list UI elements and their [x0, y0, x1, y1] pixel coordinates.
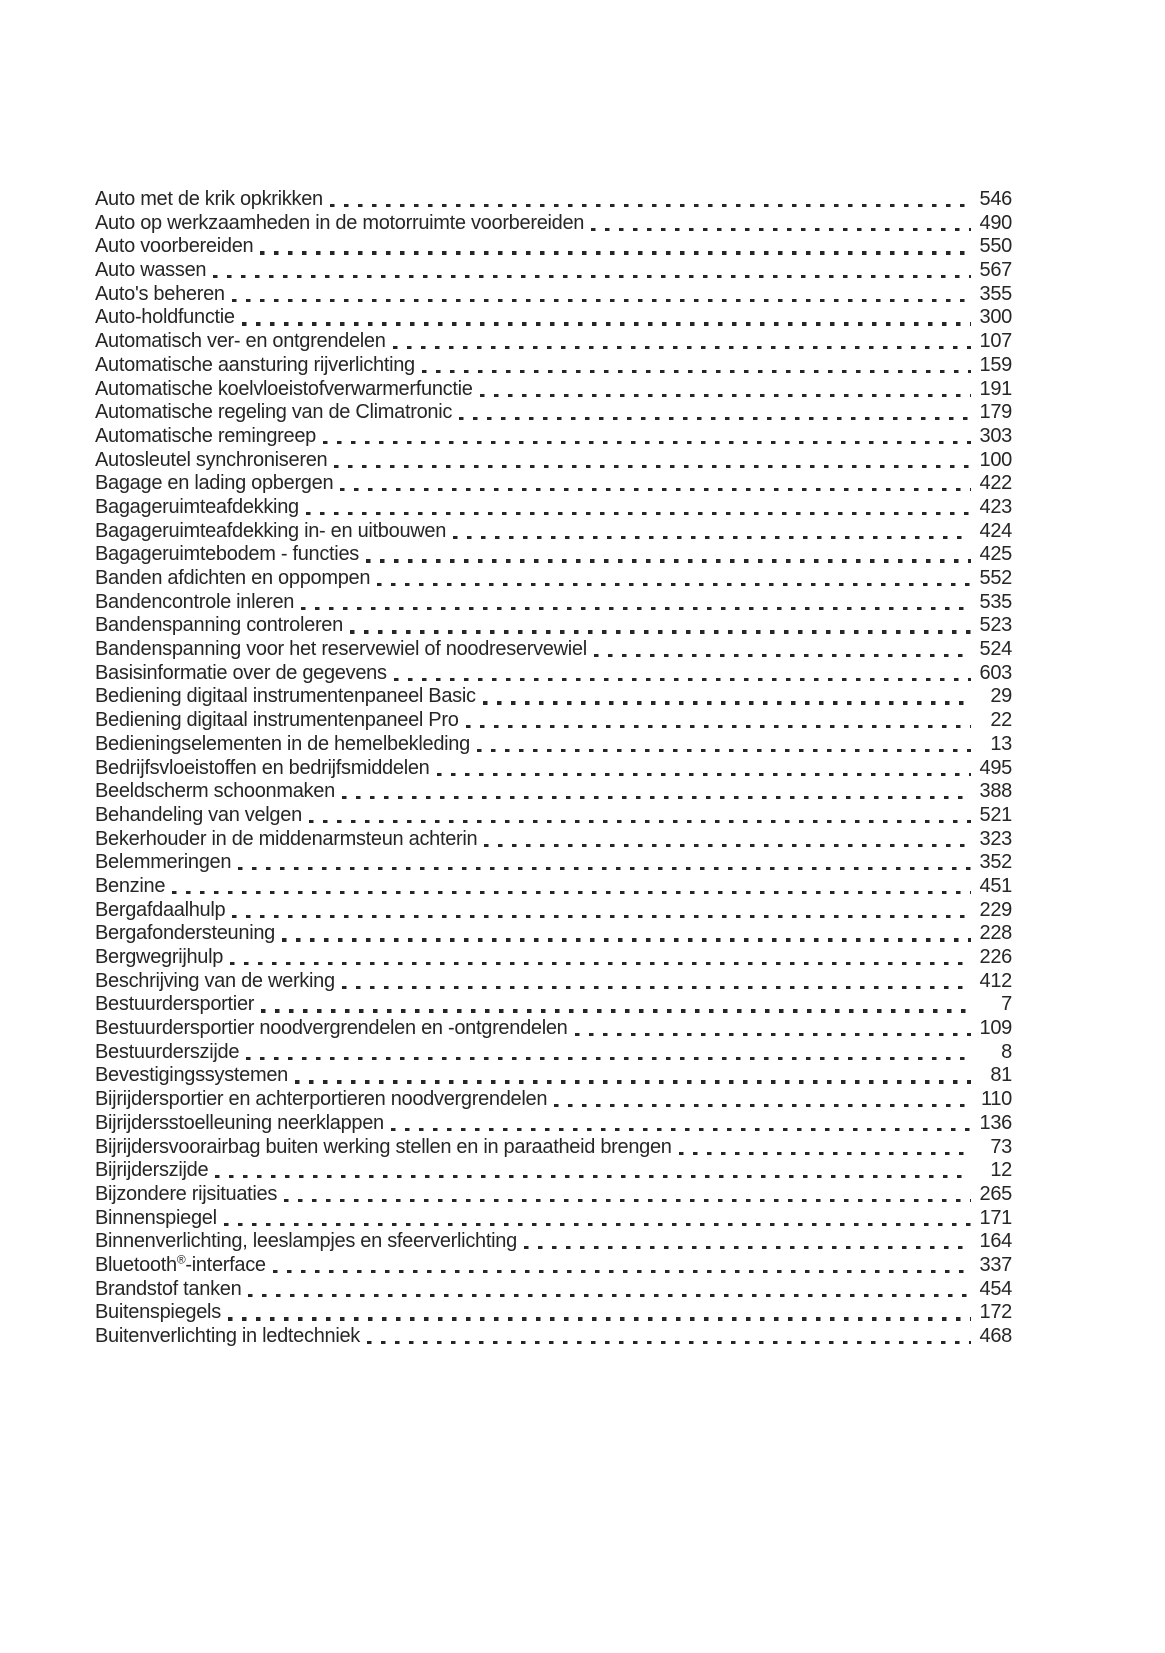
- entry-label: Auto wassen: [95, 259, 207, 282]
- dot-leader: [232, 915, 971, 918]
- index-entry: [95, 401, 1012, 425]
- dot-leader: [367, 1341, 971, 1344]
- entry-label: Bergafondersteuning: [95, 922, 275, 945]
- dot-leader: [230, 962, 971, 965]
- entry-page-number: 164: [979, 1230, 1012, 1253]
- dot-leader: [591, 228, 971, 231]
- index-entry: [95, 804, 1012, 828]
- dot-leader: [466, 725, 971, 728]
- dot-leader: [242, 322, 971, 325]
- dot-leader: [594, 654, 971, 657]
- entry-label: Bijrijdersvoorairbag buiten werking stellen en in paraatheid brengen: [95, 1135, 672, 1158]
- dot-leader: [213, 275, 971, 278]
- entry-label: Beschrijving van de werking: [95, 969, 335, 992]
- entry-label: Bekerhouder in de middenarmsteun achterin: [95, 827, 478, 850]
- entry-label: Basisinformatie over de gegevens: [95, 661, 387, 684]
- dot-leader: [261, 1009, 971, 1012]
- dot-leader: [260, 251, 971, 254]
- entry-page-number: 425: [979, 543, 1012, 566]
- index-entry: [95, 472, 1012, 496]
- index-entry: [95, 1230, 1012, 1254]
- entry-page-number: 412: [979, 969, 1012, 992]
- dot-leader: [282, 938, 971, 941]
- entry-label: Bergwegrijhulp: [95, 946, 224, 968]
- entry-label: Bedieningselementen in de hemelbekleding: [95, 732, 470, 755]
- dot-leader: [393, 346, 971, 349]
- entry-label: Bijrijdersportier en achterportieren noodvergrendelen: [95, 1088, 548, 1111]
- entry-label: Auto met de krik opkrikken: [95, 188, 323, 210]
- entry-page-number: 226: [979, 946, 1012, 968]
- entry-label: Bijrijdersstoelleuning neerklappen: [95, 1111, 384, 1134]
- dot-leader: [483, 701, 971, 704]
- entry-page-number: 265: [979, 1182, 1012, 1205]
- dot-leader: [215, 1175, 971, 1178]
- entry-page-number: 424: [979, 519, 1012, 542]
- index-entry: [95, 520, 1012, 544]
- entry-page-number: 303: [979, 424, 1012, 447]
- entry-page-number: 552: [979, 567, 1012, 589]
- index-entry: [95, 922, 1012, 946]
- index-list: [95, 188, 1012, 1349]
- dot-leader: [248, 1294, 971, 1297]
- dot-leader: [524, 1246, 971, 1249]
- index-entry: [95, 1254, 1012, 1278]
- entry-page-number: 603: [979, 661, 1012, 684]
- dot-leader: [554, 1104, 971, 1107]
- dot-leader: [377, 583, 971, 586]
- entry-label: Auto-holdfunctie: [95, 306, 235, 329]
- entry-page-number: 495: [979, 756, 1012, 779]
- entry-page-number: 524: [979, 638, 1012, 661]
- entry-label: Bergafdaalhulp: [95, 898, 226, 921]
- entry-label: Bandencontrole inleren: [95, 590, 295, 613]
- dot-leader: [459, 417, 971, 420]
- dot-leader: [477, 749, 971, 752]
- index-entry: [95, 188, 1012, 212]
- entry-label: Automatisch ver- en ontgrendelen: [95, 330, 386, 353]
- index-entry: [95, 591, 1012, 615]
- dot-leader: [340, 488, 971, 491]
- index-entry: [95, 970, 1012, 994]
- entry-label: Auto op werkzaamheden in de motorruimte voorbereiden: [95, 211, 585, 234]
- entry-page-number: 535: [979, 590, 1012, 613]
- entry-page-number: 490: [979, 211, 1012, 234]
- entry-page-number: 352: [979, 851, 1012, 874]
- index-entry: [95, 946, 1012, 970]
- index-entry: [95, 899, 1012, 923]
- dot-leader: [284, 1199, 971, 1202]
- entry-label: Bijrijderszijde: [95, 1159, 209, 1182]
- entry-label: Automatische regeling van de Climatronic: [95, 401, 453, 424]
- entry-label: Bandenspanning controleren: [95, 614, 343, 637]
- dot-leader: [238, 867, 971, 870]
- index-entry: [95, 330, 1012, 354]
- index-entry: [95, 425, 1012, 449]
- entry-label: Buitenspiegels: [95, 1301, 221, 1324]
- dot-leader: [224, 1223, 971, 1226]
- entry-page-number: 521: [979, 803, 1012, 826]
- index-entry: [95, 212, 1012, 236]
- entry-label: Belemmeringen: [95, 851, 232, 874]
- entry-label: Bestuurdersportier noodvergrendelen en -ontgrendelen: [95, 1017, 568, 1040]
- index-entry: [95, 1278, 1012, 1302]
- entry-page-number: 107: [979, 330, 1012, 353]
- entry-label: Bevestigingssystemen: [95, 1064, 288, 1087]
- entry-label: Bediening digitaal instrumentenpaneel Pro: [95, 709, 459, 732]
- entry-page-number: 422: [979, 472, 1012, 495]
- index-entry: [95, 780, 1012, 804]
- dot-leader: [480, 394, 971, 397]
- index-entry: [95, 1112, 1012, 1136]
- index-entry: [95, 662, 1012, 686]
- index-entry: [95, 875, 1012, 899]
- entry-page-number: 100: [979, 448, 1012, 471]
- entry-label: Bagageruimtebodem - functies: [95, 543, 359, 566]
- entry-page-number: 451: [979, 874, 1012, 897]
- entry-label: Auto voorbereiden: [95, 235, 254, 258]
- index-entry: [95, 543, 1012, 567]
- index-entry: [95, 614, 1012, 638]
- dot-leader: [366, 559, 971, 562]
- entry-page-number: 323: [979, 827, 1012, 850]
- dot-leader: [309, 820, 971, 823]
- entry-page-number: 12: [990, 1159, 1012, 1182]
- entry-label: Bagageruimteafdekking: [95, 495, 299, 518]
- index-entry: [95, 828, 1012, 852]
- entry-page-number: 546: [979, 188, 1012, 210]
- entry-page-number: 73: [990, 1135, 1012, 1158]
- entry-label: Bandenspanning voor het reservewiel of noodreservewiel: [95, 638, 587, 661]
- entry-page-number: 567: [979, 259, 1012, 282]
- dot-leader: [453, 536, 971, 539]
- entry-page-number: 191: [979, 377, 1012, 400]
- index-entry: [95, 685, 1012, 709]
- entry-label: Automatische aansturing rijverlichting: [95, 353, 415, 376]
- entry-label: Benzine: [95, 874, 166, 897]
- dot-leader: [330, 204, 971, 207]
- dot-leader: [484, 844, 971, 847]
- entry-page-number: 355: [979, 282, 1012, 305]
- entry-page-number: 179: [979, 401, 1012, 424]
- entry-page-number: 172: [979, 1301, 1012, 1324]
- dot-leader: [437, 773, 972, 776]
- index-entry: [95, 851, 1012, 875]
- entry-page-number: 110: [981, 1088, 1012, 1111]
- dot-leader: [323, 441, 971, 444]
- index-entry: [95, 1064, 1012, 1088]
- dot-leader: [306, 512, 971, 515]
- index-entry: [95, 993, 1012, 1017]
- entry-page-number: 523: [979, 614, 1012, 637]
- entry-label: Binnenverlichting, leeslampjes en sfeerverlichting: [95, 1230, 517, 1253]
- index-entry: [95, 1159, 1012, 1183]
- dot-leader: [172, 891, 971, 894]
- index-entry: [95, 449, 1012, 473]
- dot-leader: [575, 1033, 971, 1036]
- index-entry: [95, 235, 1012, 259]
- entry-page-number: 388: [979, 780, 1012, 803]
- entry-label: Brandstof tanken: [95, 1277, 242, 1300]
- index-entry: [95, 283, 1012, 307]
- index-entry: [95, 1136, 1012, 1160]
- index-entry: [95, 1088, 1012, 1112]
- entry-page-number: 229: [979, 898, 1012, 921]
- index-entry: [95, 567, 1012, 591]
- entry-page-number: 159: [979, 353, 1012, 376]
- entry-page-number: 171: [979, 1206, 1012, 1229]
- dot-leader: [394, 678, 971, 681]
- dot-leader: [342, 796, 971, 799]
- index-entry: [95, 259, 1012, 283]
- index-entry: [95, 496, 1012, 520]
- entry-page-number: 136: [979, 1111, 1012, 1134]
- index-entry: [95, 1183, 1012, 1207]
- dot-leader: [232, 299, 971, 302]
- entry-page-number: 13: [990, 732, 1012, 755]
- entry-label: Bijzondere rijsituaties: [95, 1182, 278, 1205]
- entry-label: Banden afdichten en oppompen: [95, 567, 371, 589]
- dot-leader: [422, 370, 971, 373]
- entry-label: Bestuurdersportier: [95, 993, 255, 1016]
- index-entry: [95, 733, 1012, 757]
- index-entry: [95, 378, 1012, 402]
- dot-leader: [246, 1057, 971, 1060]
- dot-leader: [273, 1270, 971, 1273]
- entry-page-number: 29: [990, 685, 1012, 708]
- entry-page-number: 8: [1001, 1040, 1012, 1063]
- index-entry: [95, 638, 1012, 662]
- index-entry: [95, 709, 1012, 733]
- entry-label: Automatische remingreep: [95, 424, 316, 447]
- entry-page-number: 22: [990, 709, 1012, 732]
- index-entry: [95, 757, 1012, 781]
- dot-leader: [350, 630, 971, 633]
- entry-page-number: 468: [979, 1325, 1012, 1347]
- dot-leader: [295, 1080, 971, 1083]
- index-entry: [95, 1301, 1012, 1325]
- entry-page-number: 423: [979, 495, 1012, 518]
- entry-page-number: 109: [979, 1017, 1012, 1040]
- entry-label: Autosleutel synchroniseren: [95, 448, 328, 471]
- entry-label: Bediening digitaal instrumentenpaneel Basic: [95, 685, 476, 708]
- entry-label: Bestuurderszijde: [95, 1040, 240, 1063]
- entry-label: Automatische koelvloeistofverwarmerfunctie: [95, 377, 473, 400]
- entry-page-number: 454: [979, 1277, 1012, 1300]
- dot-leader: [391, 1128, 971, 1131]
- index-entry: [95, 1041, 1012, 1065]
- entry-label: Buitenverlichting in ledtechniek: [95, 1325, 361, 1347]
- dot-leader: [228, 1317, 971, 1320]
- entry-label: Binnenspiegel: [95, 1206, 217, 1229]
- entry-label: Behandeling van velgen: [95, 803, 302, 826]
- entry-page-number: 337: [979, 1253, 1012, 1276]
- entry-page-number: 550: [979, 235, 1012, 258]
- entry-label: Bagageruimteafdekking in- en uitbouwen: [95, 519, 447, 542]
- entry-label: Beeldscherm schoonmaken: [95, 780, 335, 803]
- dot-leader: [342, 986, 971, 989]
- index-entry: [95, 1017, 1012, 1041]
- dot-leader: [679, 1152, 971, 1155]
- entry-label: Auto's beheren: [95, 282, 225, 305]
- dot-leader: [334, 465, 971, 468]
- entry-page-number: 300: [979, 306, 1012, 329]
- entry-label: Bluetooth®-interface: [95, 1252, 266, 1276]
- index-entry: [95, 354, 1012, 378]
- entry-page-number: 7: [1001, 993, 1012, 1016]
- dot-leader: [301, 607, 971, 610]
- entry-label: Bagage en lading opbergen: [95, 472, 334, 495]
- entry-page-number: 81: [990, 1064, 1012, 1087]
- entry-label: Bedrijfsvloeistoffen en bedrijfsmiddelen: [95, 756, 430, 779]
- index-entry: [95, 1325, 1012, 1349]
- index-entry: [95, 306, 1012, 330]
- index-entry: [95, 1207, 1012, 1231]
- entry-page-number: 228: [979, 922, 1012, 945]
